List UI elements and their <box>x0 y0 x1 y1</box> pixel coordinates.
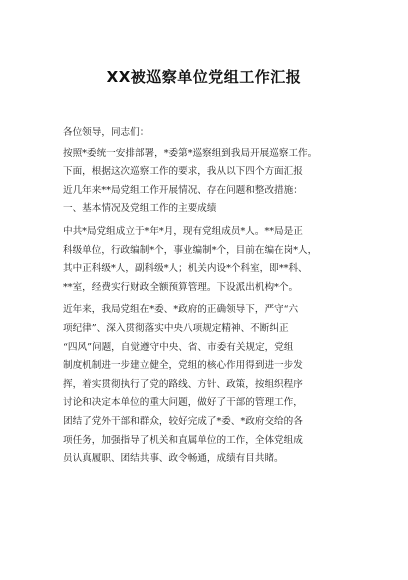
paragraph-line: 中共*局党组成立于*年*月，现有党组成员*人。**局是正 <box>63 225 303 237</box>
intro-line: 按照*委统一安排部署，*委第*巡察组到我局开展巡察工作。 <box>63 147 318 159</box>
document-title: XX被巡察单位党组工作汇报 <box>106 68 302 86</box>
paragraph-line: 科级单位，行政编制*个，事业编制*个，目前在编在岗*人， <box>63 244 318 256</box>
paragraph-line: 其中正科级*人，副科级*人；机关内设*个科室，即**科、 <box>63 263 308 275</box>
salutation: 各位领导，同志们： <box>63 127 150 138</box>
paragraph-line: 项纪律”、深入贯彻落实中央八项规定精神、不断纠正 <box>63 322 289 334</box>
paragraph-line: 讨论和决定本单位的重大问题，做好了干部的管理工作， <box>63 397 303 409</box>
intro-line: 近几年来**局党组工作开展情况、存在问题和整改措施： <box>63 184 303 196</box>
paragraph-line: 项任务，加强指导了机关和直属单位的工作，全体党组成 <box>63 434 303 446</box>
achievements-paragraph <box>63 301 349 468</box>
paragraph-line: 挥，着实贯彻执行了党的路线、方针、政策，按组织程序 <box>63 378 303 390</box>
paragraph-line: “四风”问题，自觉遵守中央、省、市委有关规定，党组 <box>63 341 294 353</box>
paragraph-line: 团结了党外干部和群众，较好完成了*委、*政府交给的各 <box>63 415 303 427</box>
section-heading: 一、基本情况及党组工作的主要成绩 <box>63 203 217 215</box>
intro-line: 下面，根据这次巡察工作的要求，我从以下四个方面汇报 <box>63 166 303 178</box>
paragraph-line: 近年来，我局党组在*委、*政府的正确领导下，严守“六 <box>63 304 299 316</box>
basic-info-paragraph <box>63 223 349 297</box>
intro-paragraph <box>63 145 349 201</box>
paragraph-line: **室，经费实行财政全额预算管理。下设派出机构*个。 <box>63 281 299 293</box>
document-body <box>63 124 349 469</box>
paragraph-line: 员认真履职、团结共事、政令畅通，成绩有目共睹。 <box>63 453 284 465</box>
paragraph-line: 制度机制进一步建立健全，党组的核心作用得到进一步发 <box>63 360 303 372</box>
